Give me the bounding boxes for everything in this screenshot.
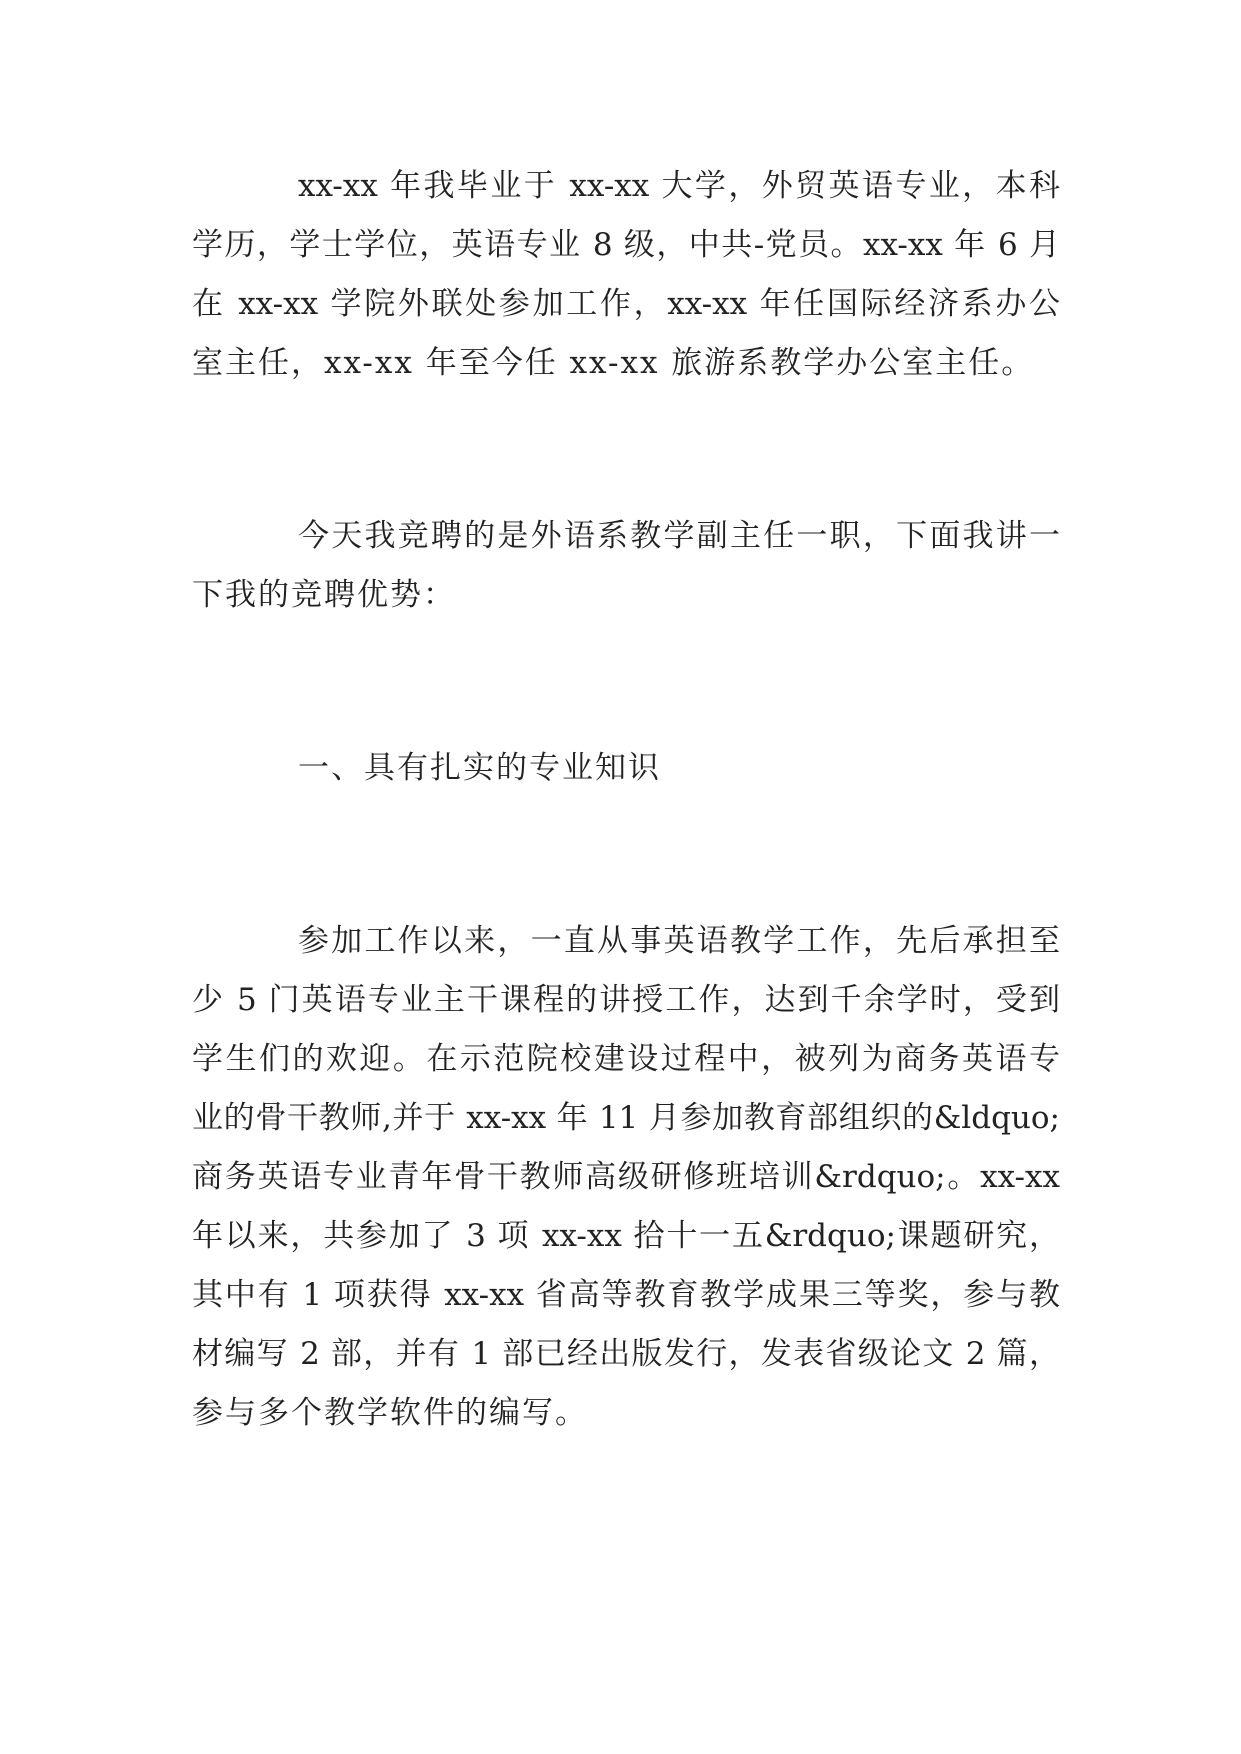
paragraph-line: 学历，学士学位，英语专业 8 级，中共-党员。xx-xx 年 6 月 (192, 227, 1060, 263)
paragraph-line: 参加工作以来，一直从事英语教学工作，先后承担至 (298, 923, 1060, 959)
paragraph-line: 室主任，xx-xx 年至今任 xx-xx 旅游系教学办公室主任。 (192, 345, 1035, 381)
paragraph-line: 参与多个教学软件的编写。 (192, 1395, 588, 1431)
paragraph-line: 今天我竞聘的是外语系教学副主任一职，下面我讲一 (298, 518, 1060, 554)
paragraph-line: 学生们的欢迎。在示范院校建设过程中，被列为商务英语专 (192, 1041, 1060, 1077)
paragraph-line: 下我的竞聘优势： (192, 577, 456, 613)
paragraph-line: 在 xx-xx 学院外联处参加工作，xx-xx 年任国际经济系办公 (192, 286, 1060, 322)
paragraph-line: 商务英语专业青年骨干教师高级研修班培训&rdquo;。xx-xx (192, 1159, 1060, 1195)
paragraph-line: 其中有 1 项获得 xx-xx 省高等教育教学成果三等奖，参与教 (192, 1277, 1060, 1313)
paragraph-line: 年以来，共参加了 3 项 xx-xx 拾十一五&rdquo;课题研究， (192, 1218, 1060, 1254)
paragraph-line: 业的骨干教师,并于 xx-xx 年 11 月参加教育部组织的&ldquo; (192, 1100, 1060, 1136)
paragraph-line: 少 5 门英语专业主干课程的讲授工作，达到千余学时，受到 (192, 982, 1060, 1018)
paragraph-line: 材编写 2 部，并有 1 部已经出版发行，发表省级论文 2 篇， (192, 1336, 1060, 1372)
paragraph-line: xx-xx 年我毕业于 xx-xx 大学，外贸英语专业，本科 (298, 168, 1060, 204)
heading-line: 一、具有扎实的专业知识 (298, 750, 661, 786)
